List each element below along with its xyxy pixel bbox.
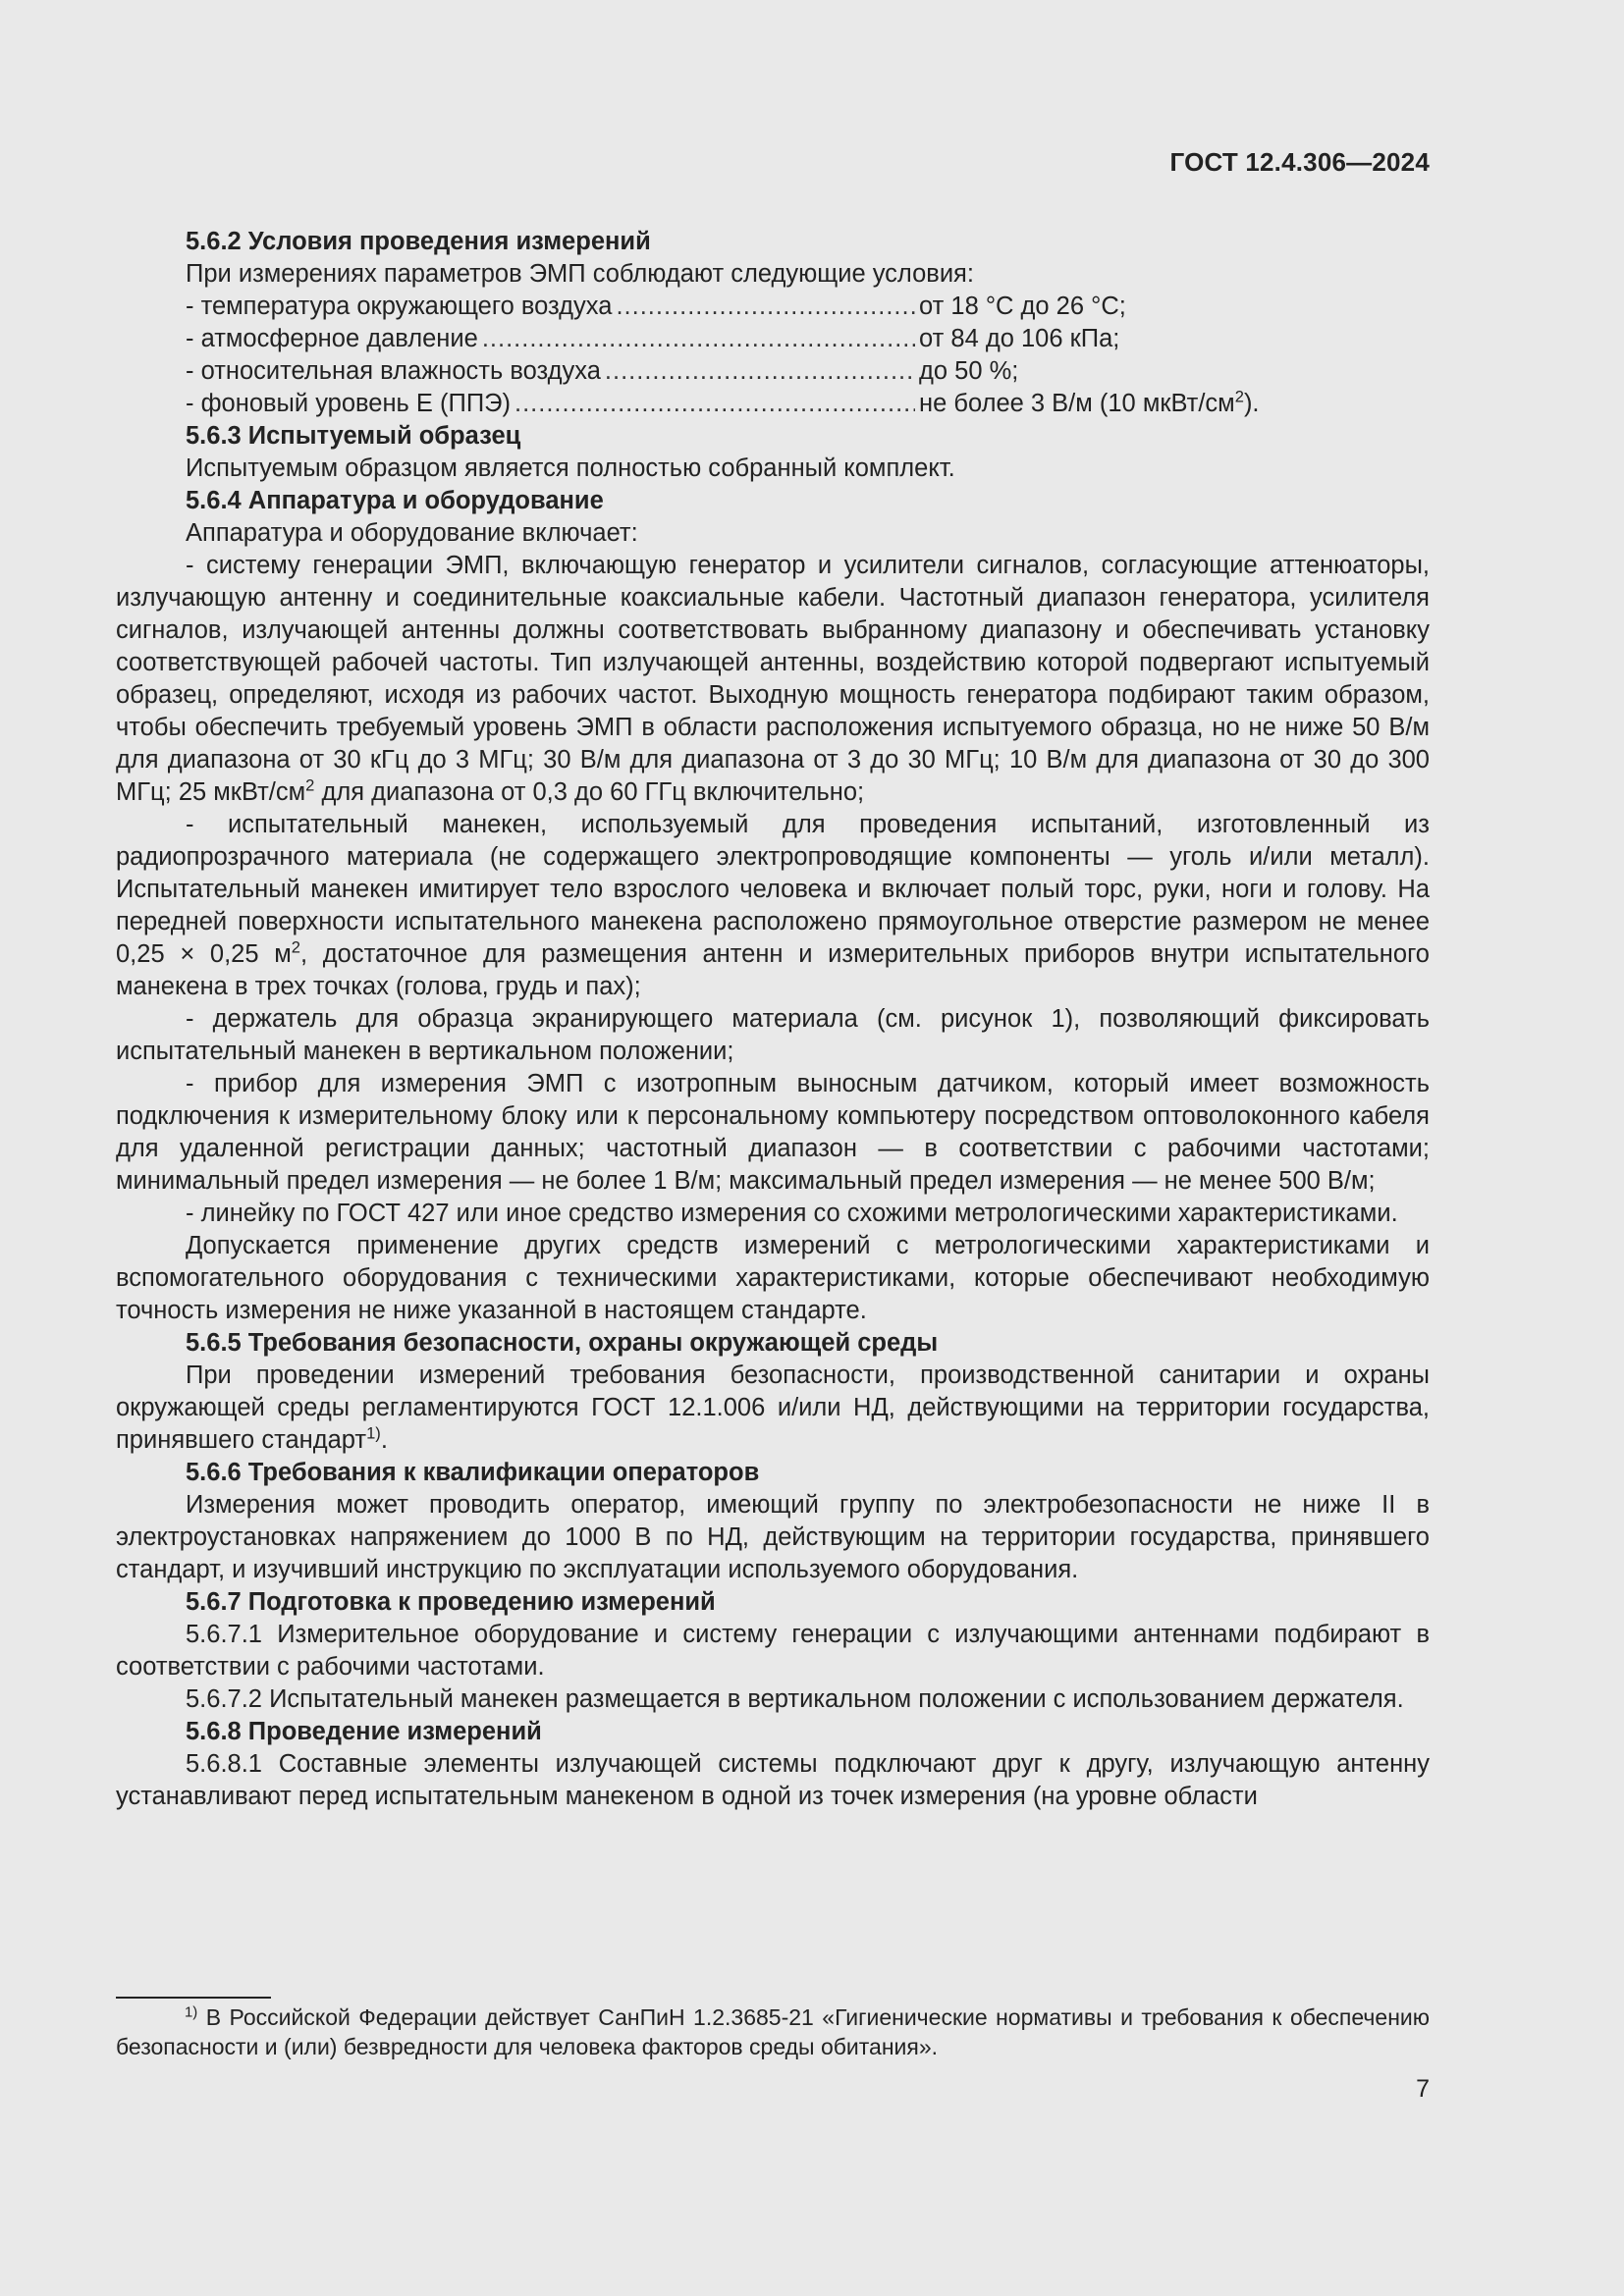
standard-designation: ГОСТ 12.4.306—2024 (1169, 147, 1430, 177)
equipment-item-emf-meter: - прибор для измерения ЭМП с изотропным выносным датчиком, который имеет возможность подключения к измерительному блоку или к персональному компьютеру посредством оптоволоконного кабеля для удаленной регистрации данных; частотный диапазон — в соответствии с рабочими частотами; минимальный предел измерения — не более 1 В/м; максимальный предел измерения — не менее 500 В/м; (116, 1070, 1430, 1195)
qualification-text: Измерения может проводить оператор, имеющий группу по электробезопасности не ниже II в электроустановках напряжением до 1000 В по НД, действующим на территории государства, принявшего стандарт, и изучивший инструкцию по эксплуатации используемого оборудования. (116, 1491, 1430, 1583)
page-number: 7 (1416, 2075, 1430, 2103)
dot-leader (605, 355, 915, 388)
heading-5-6-3: 5.6.3 Испытуемый образец (186, 422, 521, 450)
condition-value: от 84 до 106 кПа; (919, 325, 1120, 352)
measurement-5-6-8-1: 5.6.8.1 Составные элементы излучающей системы подключают друг к другу, излучающую антенну устанавливают перед испытательным манекеном в одной из точек измерения (на уровне области (116, 1750, 1430, 1810)
equipment-intro: Аппаратура и оборудование включает: (186, 519, 638, 547)
heading-5-6-5: 5.6.5 Требования безопасности, охраны окружающей среды (186, 1329, 939, 1357)
footnote (116, 2002, 1430, 2061)
equipment-item-generation-system: - систему генерации ЭМП, включающую генератор и усилители сигналов, согласующие аттенюаторы, излучающую антенну и соединительные коаксиальные кабели. Частотный диапазон генератора, усилителя сигналов, излучающей антенны должны соответствовать выбранному диапазону и обеспечивать установку соответствующей рабочей частоты. Тип излучающей антенны, воздействию которой подвергают испытуемый образец, определяют, исходя из рабочих частот. Выходную мощность генератора подбирают таким образом, чтобы обеспечить требуемый уровень ЭМП в области расположения испытуемого образца, но не ниже 50 В/м для диапазона от 30 кГц до 3 МГц; 30 В/м для диапазона от 3 до 30 МГц; 10 В/м для диапазона от 30 до 300 МГц; 25 мкВт/$см^2$ для диапазона от 0,3 до 60 ГГц включительно; (116, 552, 1430, 806)
condition-value: от 18 °С до 26 °С; (919, 293, 1126, 320)
footnote-separator (116, 1997, 271, 1999)
preparation-5-6-7-2: 5.6.7.2 Испытательный манекен размещается в вертикальном положении с использованием держателя. (186, 1685, 1404, 1713)
dot-leader (616, 291, 915, 323)
preparation-5-6-7-1: 5.6.7.1 Измерительное оборудование и систему генерации с излучающими антеннами подбирают в соответствии с рабочими частотами. (116, 1621, 1430, 1681)
heading-5-6-4: 5.6.4 Аппаратура и оборудование (186, 487, 604, 514)
heading-5-6-2: 5.6.2 Условия проведения измерений (186, 228, 651, 255)
footnote-text: В Российской Федерации действует СанПиН 1.2.3685-21 «Гигиенические нормативы и требования к обеспечению безопасности и (или) безвредности для человека факторов среды обитания». (116, 2004, 1430, 2059)
equipment-item-mannequin: - испытательный манекен, используемый для проведения испытаний, изготовленный из радиопрозрачного материала (не содержащего электропроводящие компоненты — уголь и/или металл). Испытательный манекен имитирует тело взрослого человека и включает полый торс, руки, ноги и голову. На передней поверхности испытательного манекена расположено прямоугольное отверстие размером не менее 0,25 × 0,25 $м^2$, достаточное для размещения антенн и измерительных приборов внутри испытательного манекена в трех точках (голова, грудь и пах); (116, 811, 1430, 1000)
condition-value: не более 3 В/м (10 мкВт/$см^2$). (919, 387, 1260, 417)
heading-5-6-7: 5.6.7 Подготовка к проведению измерений (186, 1588, 716, 1616)
condition-label: - атмосферное давление (186, 325, 478, 352)
condition-background-level (116, 388, 1430, 420)
condition-label: - относительная влажность воздуха (186, 357, 601, 385)
footnote-marker: 1) (185, 2003, 198, 2021)
condition-temperature (116, 291, 1430, 323)
equipment-note: Допускается применение других средств измерений с метрологическими характеристиками и вспомогательного оборудования с техническими характеристиками, которые обеспечивают необходимую точность измерения не ниже указанной в настоящем стандарте. (116, 1232, 1430, 1324)
dot-leader (482, 323, 915, 355)
heading-5-6-6: 5.6.6 Требования к квалификации операторов (186, 1459, 760, 1486)
equipment-item-ruler: - линейку по ГОСТ 427 или иное средство измерения со схожими метрологическими характеристиками. (186, 1200, 1398, 1227)
document-body (116, 226, 1430, 1813)
equipment-item-holder: - держатель для образца экранирующего материала (см. рисунок 1), позволяющий фиксировать испытательный манекен в вертикальном положении; (116, 1005, 1430, 1065)
sample-text: Испытуемым образцом является полностью собранный комплект. (186, 454, 955, 482)
safety-text: При проведении измерений требования безопасности, производственной санитарии и охраны окружающей среды регламентируются ГОСТ 12.1.006 и/или НД, действующими на территории государства, принявшего стандарт$^{1)}$. (116, 1362, 1430, 1454)
heading-5-6-8: 5.6.8 Проведение измерений (186, 1718, 542, 1745)
condition-label: - фоновый уровень Е (ППЭ) (186, 390, 511, 417)
condition-label: - температура окружающего воздуха (186, 293, 613, 320)
conditions-intro: При измерениях параметров ЭМП соблюдают следующие условия: (186, 260, 974, 288)
dot-leader (514, 388, 915, 420)
condition-pressure (116, 323, 1430, 355)
condition-humidity (116, 355, 1430, 388)
condition-value: до 50 %; (919, 357, 1019, 385)
